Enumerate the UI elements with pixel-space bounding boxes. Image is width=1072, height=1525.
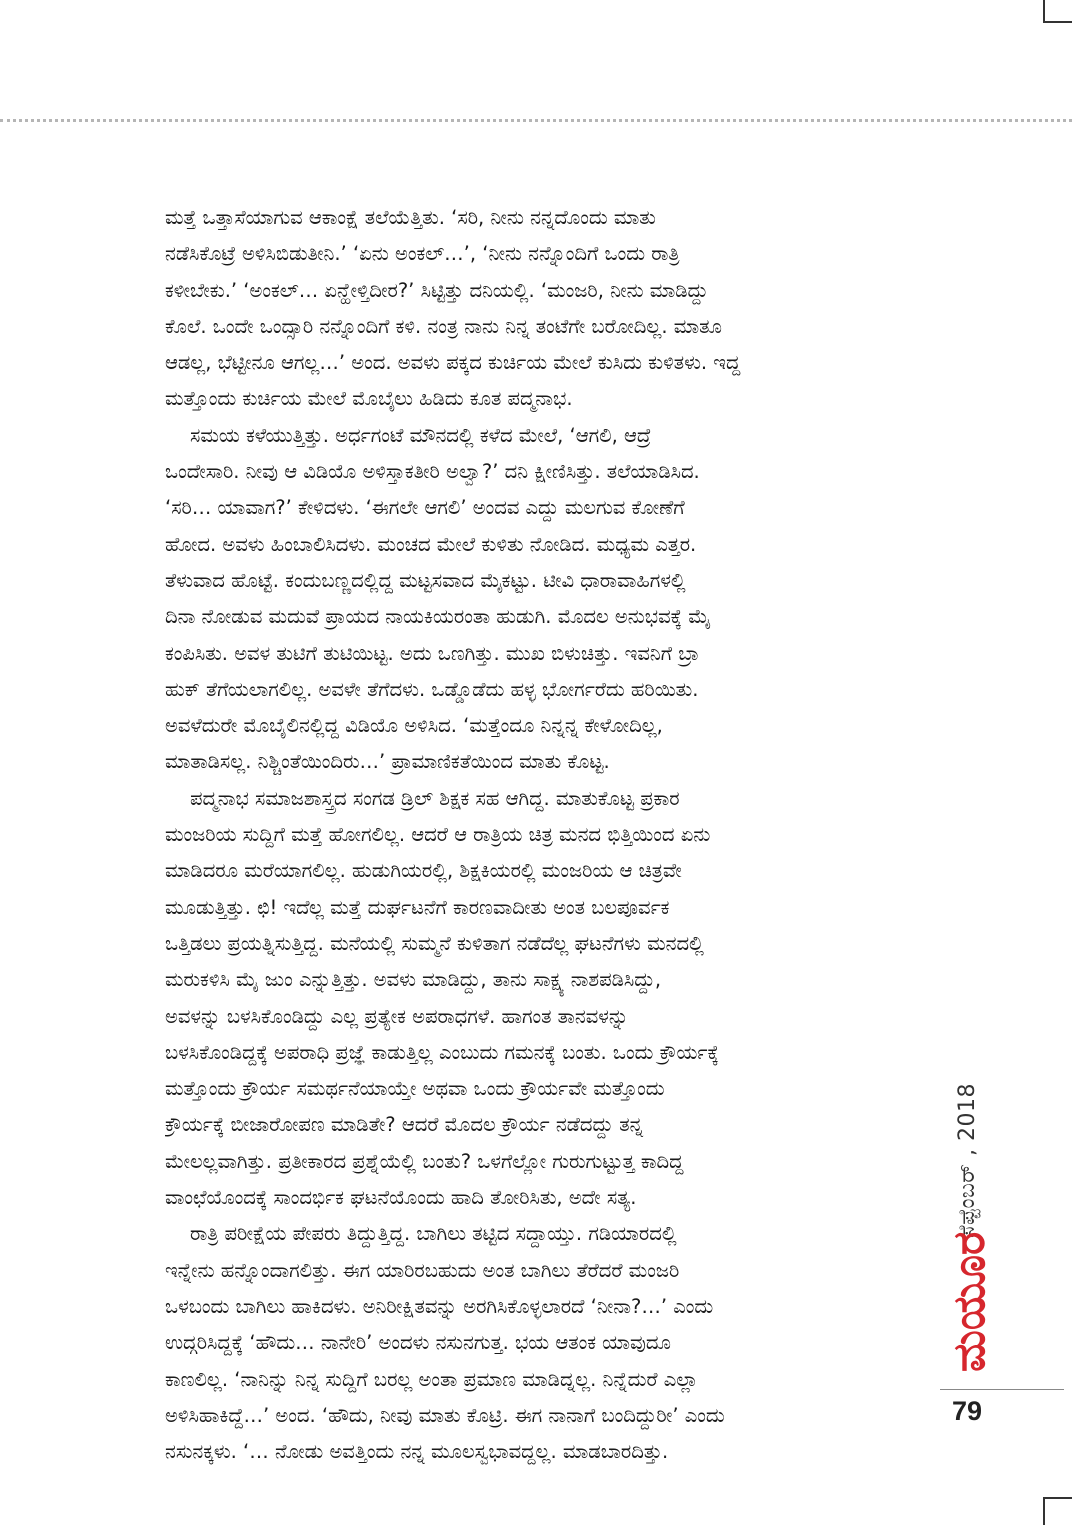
text-line: ಮೂಡುತ್ತಿತ್ತು. ಛಿ! ಇದೆಲ್ಲ ಮತ್ತೆ ದುರ್ಘಟನೆಗೆ ಕಾರಣವಾದೀತು ಅಂತ ಬಲಪೂರ್ವಕ <box>165 895 670 919</box>
text-line: ಕಾಣಲಿಲ್ಲ. ‘ನಾನಿನ್ನು ನಿನ್ನ ಸುದ್ದಿಗೆ ಬರಲ್ಲ ಅಂತಾ ಪ್ರಮಾಣ ಮಾಡಿದ್ನಲ್ಲ. ನಿನ್ನೆದುರೆ ಎಲ್ಲಾ <box>165 1367 699 1391</box>
text-line: ಒತ್ತಿಡಲು ಪ್ರಯತ್ನಿಸುತ್ತಿದ್ದ. ಮನೆಯಲ್ಲಿ ಸುಮ್ಮನೆ ಕುಳಿತಾಗ ನಡೆದೆಲ್ಲ ಘಟನೆಗಳು ಮನದಲ್ಲಿ <box>165 931 704 955</box>
page-number-rule <box>940 1389 1064 1390</box>
crop-mark-bottom-vertical <box>1043 1497 1045 1525</box>
page-number: 79 <box>952 1396 983 1426</box>
crop-mark-top-horizontal <box>1043 21 1072 23</box>
text-line: ಮಾತಾಡಿಸಲ್ಲ. ನಿಶ್ಚಿಂತೆಯಿಂದಿರು…’ ಪ್ರಾಮಾಣಿಕತೆಯಿಂದ ಮಾತು ಕೊಟ್ಟ. <box>165 750 610 774</box>
text-line: ನಸುನಕ್ಕಳು. ‘… ನೋಡು ಅವತ್ತಿಂದು ನನ್ನ ಮೂಲಸ್ವಭಾವದ್ದಲ್ಲ. ಮಾಡಬಾರದಿತ್ತು. <box>165 1440 669 1464</box>
issue-date: ಸೆಪ್ಟೆಂಬರ್ , 2018 <box>955 1082 980 1238</box>
text-line: ಮೇಲಲ್ಲವಾಗಿತ್ತು. ಪ್ರತೀಕಾರದ ಪ್ರಶ್ನೆಯೆಲ್ಲಿ ಬಂತು? ಒಳಗೆಲ್ಲೋ ಗುರುಗುಟ್ಟುತ್ತ ಕಾದಿದ್ದ <box>165 1149 684 1173</box>
dotted-divider <box>0 119 1072 122</box>
text-line: ಮತ್ತೊಂದು ಕ್ರೌರ್ಯ ಸಮರ್ಥನೆಯಾಯ್ತೇ ಅಥವಾ ಒಂದು ಕ್ರೌರ್ಯವೇ ಮತ್ತೊಂದು <box>165 1077 665 1101</box>
text-line: ಕಳೀಬೇಕು.’ ‘ಅಂಕಲ್… ಏನ್ಹೇಳ್ತಿದೀರ?’ ಸಿಟ್ಟಿತ್ತು ದನಿಯಲ್ಲಿ. ‘ಮಂಜರಿ, ನೀನು ಮಾಡಿದ್ದು <box>165 278 709 302</box>
paragraph-start-line: ರಾತ್ರಿ ಪರೀಕ್ಷೆಯ ಪೇಪರು ತಿದ್ದುತ್ತಿದ್ದ. ಬಾಗಿಲು ತಟ್ಟಿದ ಸದ್ದಾಯ್ತು. ಗಡಿಯಾರದಲ್ಲಿ <box>190 1222 677 1246</box>
text-line: ದಿನಾ ನೋಡುವ ಮದುವೆ ಪ್ರಾಯದ ನಾಯಕಿಯರಂತಾ ಹುಡುಗಿ. ಮೊದಲ ಅನುಭವಕ್ಕೆ ಮೈ <box>165 605 711 629</box>
text-line: ನಡೆಸಿಕೊಟ್ರೆ ಅಳಿಸಿಬಿಡುತೀನಿ.’ ‘ಏನು ಅಂಕಲ್…’, ‘ನೀನು ನನ್ನೊಂದಿಗೆ ಒಂದು ರಾತ್ರಿ <box>165 242 680 266</box>
text-line: ಹುಕ್ ತೆಗೆಯಲಾಗಲಿಲ್ಲ. ಅವಳೇ ತೆಗೆದಳು. ಒಡ್ಡೊಡೆದು ಹಳ್ಳ ಭೋರ್ಗರೆದು ಹರಿಯಿತು. <box>165 677 699 701</box>
text-line: ಬಳಸಿಕೊಂಡಿದ್ದಕ್ಕೆ ಅಪರಾಧಿ ಪ್ರಜ್ಞೆ ಕಾಡುತ್ತಿಲ್ಲ ಎಂಬುದು ಗಮನಕ್ಕೆ ಬಂತು. ಒಂದು ಕ್ರೌರ್ಯಕ್ಕೆ <box>165 1040 719 1064</box>
text-line: ಅವಳನ್ನು ಬಳಸಿಕೊಂಡಿದ್ದು ಎಲ್ಲ ಪ್ರತ್ಯೇಕ ಅಪರಾಧಗಳೆ. ಹಾಗಂತ ತಾನವಳನ್ನು <box>165 1004 629 1028</box>
text-line: ಮತ್ತೊಂದು ಕುರ್ಚಿಯ ಮೇಲೆ ಮೊಬೈಲು ಹಿಡಿದು ಕೂತ ಪದ್ಮನಾಭ. <box>165 387 573 411</box>
text-line: ಮಾಡಿದರೂ ಮರೆಯಾಗಲಿಲ್ಲ. ಹುಡುಗಿಯರಲ್ಲಿ, ಶಿಕ್ಷಕಿಯರಲ್ಲಿ ಮಂಜರಿಯ ಆ ಚಿತ್ರವೇ <box>165 859 682 883</box>
text-line: ಹೋದ. ಅವಳು ಹಿಂಬಾಲಿಸಿದಳು. ಮಂಚದ ಮೇಲೆ ಕುಳಿತು ನೋಡಿದ. ಮಧ್ಯಮ ಎತ್ತರ. <box>165 532 697 556</box>
page-sidebar <box>938 1000 998 1380</box>
text-line: ಅಳಿಸಿಹಾಕಿದ್ದೆ…’ ಅಂದ. ‘ಹೌದು, ನೀವು ಮಾತು ಕೊಟ್ರಿ. ಈಗ ನಾನಾಗೆ ಬಂದಿದ್ದುರೀ’ ಎಂದು <box>165 1403 725 1427</box>
text-line: ಮತ್ತೆ ಒತ್ತಾಸೆಯಾಗುವ ಆಕಾಂಕ್ಷೆ ತಲೆಯೆತ್ತಿತು. ‘ಸರಿ, ನೀನು ನನ್ನದೊಂದು ಮಾತು <box>165 206 656 229</box>
text-line: ಕಂಪಿಸಿತು. ಅವಳ ತುಟಿಗೆ ತುಟಿಯಿಟ್ಟ. ಅದು ಒಣಗಿತ್ತು. ಮುಖ ಬಿಳುಚಿತ್ತು. ಇವನಿಗೆ ಬ್ರಾ <box>165 641 700 665</box>
text-line: ‘ಸರಿ… ಯಾವಾಗ?’ ಕೇಳಿದಳು. ‘ಈಗಲೇ ಆಗಲಿ’ ಅಂದವ ಎದ್ದು ಮಲಗುವ ಕೋಣೆಗೆ <box>165 496 685 520</box>
article-body <box>165 200 917 1470</box>
text-line: ಉದ್ಗರಿಸಿದ್ದಕ್ಕೆ ‘ಹೌದು… ನಾನೇರಿ’ ಅಂದಳು ನಸುನಗುತ್ತ. ಭಯ ಆತಂಕ ಯಾವುದೂ <box>165 1331 671 1355</box>
text-line: ಮಂಜರಿಯ ಸುದ್ದಿಗೆ ಮತ್ತೆ ಹೋಗಲಿಲ್ಲ. ಆದರೆ ಆ ರಾತ್ರಿಯ ಚಿತ್ರ ಮನದ ಭಿತ್ತಿಯಿಂದ ಏನು <box>165 823 711 847</box>
text-line: ಒಳಬಂದು ಬಾಗಿಲು ಹಾಕಿದಳು. ಅನಿರೀಕ್ಷಿತವನ್ನು ಅರಗಿಸಿಕೊಳ್ಳಲಾರದೆ ‘ನೀನಾ?…’ ಎಂದು <box>165 1294 714 1318</box>
text-line: ಒಂದೇಸಾರಿ. ನೀವು ಆ ವಿಡಿಯೊ ಅಳಿಸ್ತಾಕತೀರಿ ಅಲ್ವಾ?’ ದನಿ ಕ್ಷೀಣಿಸಿತ್ತು. ತಲೆಯಾಡಿಸಿದ. <box>165 460 700 484</box>
text-line: ತೆಳುವಾದ ಹೊಟ್ಟೆ. ಕಂದುಬಣ್ಣದಲ್ಲಿದ್ದ ಮಟ್ಟಸವಾದ ಮೈಕಟ್ಟು. ಟೀವಿ ಧಾರಾವಾಹಿಗಳಲ್ಲಿ <box>165 568 686 592</box>
text-line: ಕೊಲೆ. ಒಂದೇ ಒಂದ್ಸಾರಿ ನನ್ನೊಂದಿಗೆ ಕಳಿ. ನಂತ್ರ ನಾನು ನಿನ್ನ ತಂಟೆಗೇ ಬರೋದಿಲ್ಲ. ಮಾತೂ <box>165 314 722 338</box>
paragraph-start-line: ಸಮಯ ಕಳೆಯುತ್ತಿತ್ತು. ಅರ್ಧಗಂಟೆ ಮೌನದಲ್ಲಿ ಕಳೆದ ಮೇಲೆ, ‘ಆಗಲಿ, ಆದ್ರೆ <box>190 423 652 447</box>
magazine-name: ಮಯೂರ <box>944 1231 995 1372</box>
text-line: ಇನ್ನೇನು ಹನ್ನೊಂದಾಗಲಿತ್ತು. ಈಗ ಯಾರಿರಬಹುದು ಅಂತ ಬಾಗಿಲು ತೆರೆದರೆ ಮಂಜರಿ <box>165 1258 680 1282</box>
text-line: ವಾಂಛೆಯೊಂದಕ್ಕೆ ಸಾಂದರ್ಭಿಕ ಘಟನೆಯೊಂದು ಹಾದಿ ತೋರಿಸಿತು, ಅದೇ ಸತ್ಯ. <box>165 1186 637 1210</box>
crop-mark-top-vertical <box>1043 0 1045 22</box>
text-line: ಕ್ರೌರ್ಯಕ್ಕೆ ಬೀಜಾರೋಪಣ ಮಾಡಿತೇ? ಆದರೆ ಮೊದಲ ಕ್ರೌರ್ಯ ನಡೆದದ್ದು ತನ್ನ <box>165 1113 644 1137</box>
crop-mark-bottom-horizontal <box>1043 1497 1072 1499</box>
paragraph-start-line: ಪದ್ಮನಾಭ ಸಮಾಜಶಾಸ್ತ್ರದ ಸಂಗಡ ಡ್ರಿಲ್ ಶಿಕ್ಷಕ ಸಹ ಆಗಿದ್ದ. ಮಾತುಕೊಟ್ಟ ಪ್ರಕಾರ <box>190 786 680 810</box>
text-line: ಮರುಕಳಿಸಿ ಮೈ ಜುಂ ಎನ್ನುತ್ತಿತ್ತು. ಅವಳು ಮಾಡಿದ್ದು, ತಾನು ಸಾಕ್ಷ್ಯ ನಾಶಪಡಿಸಿದ್ದು, <box>165 968 662 992</box>
text-line: ಆಡಲ್ಲ, ಭೆಟ್ಟೀನೂ ಆಗಲ್ಲ…’ ಅಂದ. ಅವಳು ಪಕ್ಕದ ಕುರ್ಚಿಯ ಮೇಲೆ ಕುಸಿದು ಕುಳಿತಳು. ಇದ್ದ <box>165 351 741 375</box>
text-line: ಅವಳೆದುರೇ ಮೊಬೈಲಿನಲ್ಲಿದ್ದ ವಿಡಿಯೊ ಅಳಿಸಿದ. ‘ಮತ್ತೆಂದೂ ನಿನ್ನನ್ನ ಕೇಳೋದಿಲ್ಲ, <box>165 714 663 738</box>
